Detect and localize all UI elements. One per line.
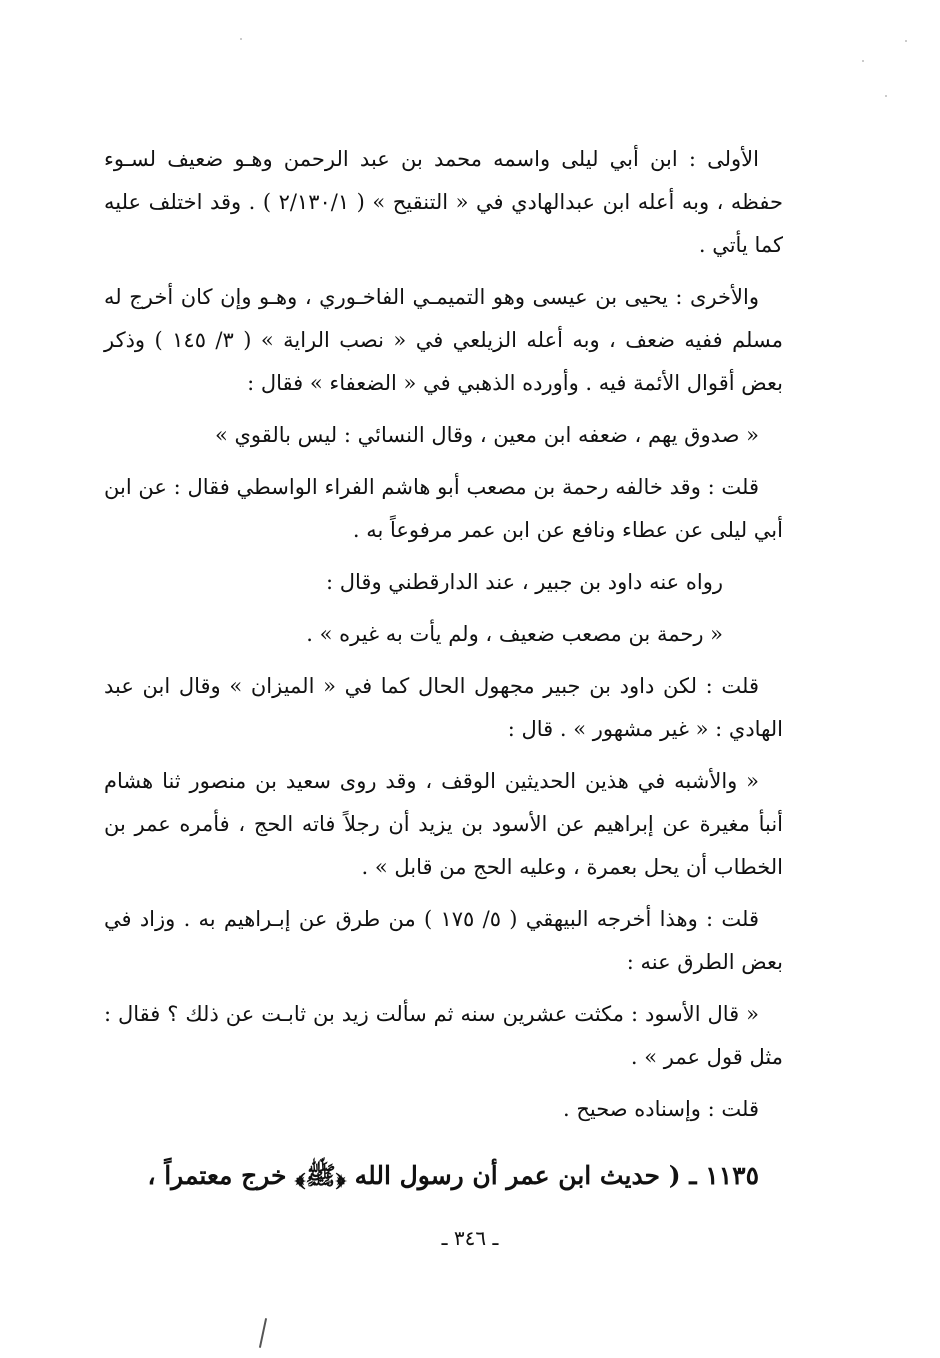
paragraph-second-narrator: والأخرى : يحيى بن عيسى وهو التميمـي الفاخـوري ، وهـو وإن كان أخرج له مسلم ففيه ضعف ، وبه أعله الزيلعي في « نصب الراية » ( ٣/ ١٤٥ ) وذكر بعض أقوال الأئمة فيه . وأورده الذهبي في « الضعفاء » فقال : [104,285,783,395]
paragraph-dawud-unknown: قلت : لكن داود بن جبير مجهول الحال كما في « الميزان » وقال ابن عبد الهادي : « غير مشهور » . قال : [104,674,783,741]
paragraph-bayhaqi: قلت : وهذا أخرجه البيهقي ( ٥/ ١٧٥ ) من طرق عن إبـراهيم به . وزاد في بعض الطرق عنه : [104,907,783,974]
scan-speck [885,95,887,97]
paragraph-daraqutni-quote: « رحمة بن مصعب ضعيف ، ولم يأت به غيره » . [306,622,723,646]
scan-speck [905,40,907,42]
scan-speck [240,38,242,40]
main-text [104,138,783,1140]
page-number: ـ ٣٤٦ ـ [441,1226,499,1250]
paragraph-rahma-contradiction: قلت : وقد خالفه رحمة بن مصعب أبو هاشم الفراء الواسطي فقال : عن ابن أبي ليلى عن عطاء ونافع عن ابن عمر مرفوعاً به . [104,475,783,542]
scan-mark [259,1318,267,1348]
paragraph-aswad-quote: « قال الأسود : مكثت عشرين سنه ثم سألت زيد بن ثابـت عن ذلك ؟ فقال : مثل قول عمر » . [104,1002,783,1069]
paragraph-first-narrator: الأولى : ابن أبي ليلى واسمه محمد بن عبد الرحمن وهـو ضعيف لسـوء حفظه ، وبه أعله ابن عبدالهادي في « التنقيح » ( ٢/١٣٠/١ ) . وقد اختلف عليه كما يأتي . [104,147,783,257]
paragraph-mawquf-quote: « والأشبه في هذين الحديثين الوقف ، وقد روى سعيد بن منصور ثنا هشام أنبأ مغيرة عن إبراهيم عن الأسود بن يزيد أن رجلاً فاته الحج ، فأمره عمر بن الخطاب أن يحل بعمرة ، وعليه الحج من قابل » . [104,769,783,879]
scan-speck [862,60,864,62]
paragraph-daraqutni-narration: رواه عنه داود بن جبير ، عند الدارقطني وقال : [326,570,723,594]
hadith-heading: ١١٣٥ ـ ( حديث ابن عمر أن رسول الله ﴿ﷺ﴾ خرج معتمراً ، [147,1161,759,1190]
paragraph-dhahabi-quote: « صدوق يهم ، ضعفه ابن معين ، وقال النسائي : ليس بالقوي » [214,423,759,447]
paragraph-isnad-sahih: قلت : وإسناده صحيح . [562,1097,759,1121]
